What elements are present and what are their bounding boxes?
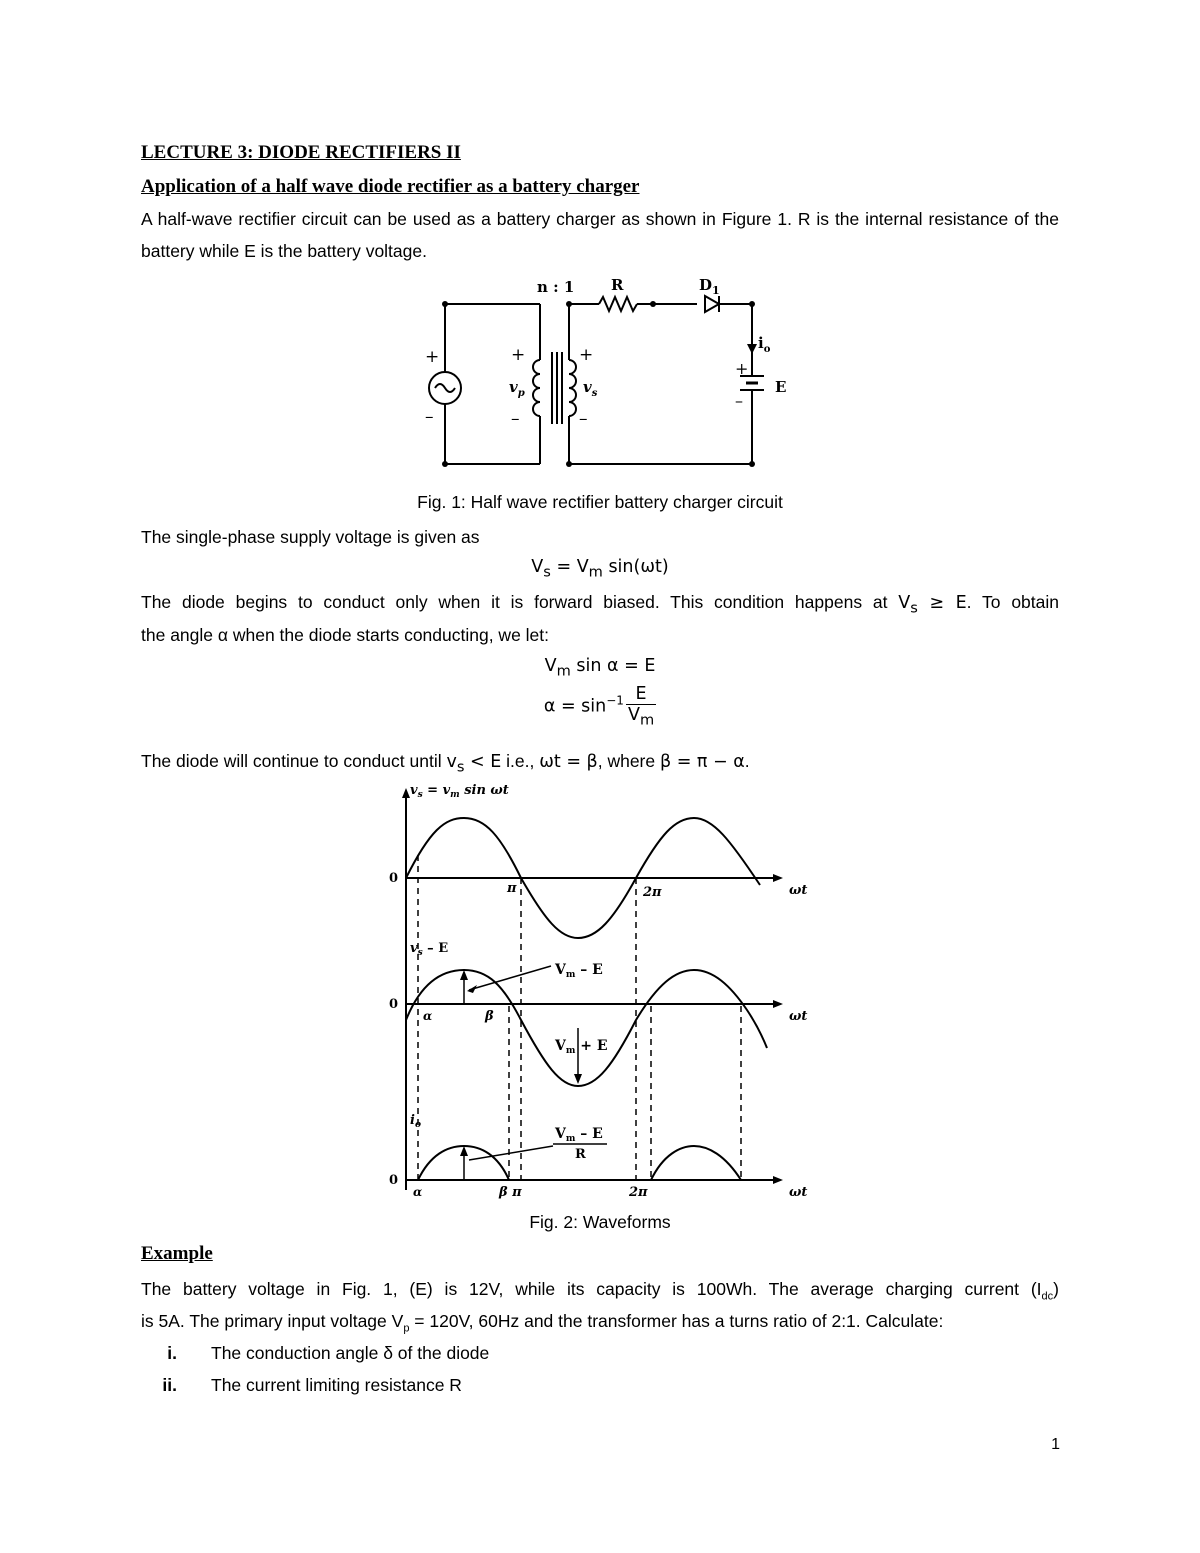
wt-label-bottom: ωt [789,1185,808,1200]
list-item: i. The conduction angle δ of the diode [167,1343,490,1363]
source-minus: – [425,407,434,427]
two-pi-label-top: 2π [643,885,662,900]
wt-label-mid: ωt [789,1009,808,1024]
vm-minus-e-label: $V_m$ – E [555,962,603,980]
conduct-paragraph-line1: The diode begins to conduct only when it is forward biased. This condition happens at $V_s \ge E$. To obtain [141,592,1059,617]
section-heading: Application of a half wave diode rectifier as a battery charger [141,176,640,197]
current-peak-numerator: $V_m$ – E [555,1126,603,1144]
top-axis-label: $v_s = v_m$ sin ωt [410,783,509,800]
supply-text: The single-phase supply voltage is given as [141,527,480,547]
primary-minus: – [511,409,520,429]
beta-label-mid: β [485,1009,494,1024]
circuit-diagram [415,272,795,472]
example-paragraph-line2: is 5A. The primary input voltage $V_p = 120V$, 60Hz and the transformer has a turns ratio of 2:1. Calculate: [141,1311,944,1335]
fig2-caption: Fig. 2: Waveforms [529,1212,671,1232]
diode-label: $D_1$ [699,276,720,297]
primary-plus: + [511,345,526,365]
wt-label-top: ωt [789,883,808,898]
zero-label-bottom: 0 [389,1173,399,1188]
page-title: LECTURE 3: DIODE RECTIFIERS II [141,142,461,163]
current-peak-denominator: R [575,1147,586,1162]
example-paragraph-line1: The battery voltage in Fig. 1, (E) is 12V, while its capacity is 100Wh. The average charging current $(I_{dc})$ [141,1279,1059,1303]
battery-plus: + [735,359,749,378]
secondary-minus: – [579,409,588,429]
battery-minus: – [735,391,743,410]
conduct-paragraph-line2: the angle α when the diode starts conducting, we let: [141,625,550,645]
current-waveform-hump-2 [651,1146,741,1180]
waveform-diagram [385,780,815,1205]
alpha-label-bottom: α [413,1185,423,1199]
example-heading: Example [141,1243,213,1264]
secondary-plus: + [579,345,594,365]
beta-pi-label-bottom: β π [499,1185,522,1200]
resistor-label: R [611,276,624,294]
vs-minus-e-waveform [406,970,767,1086]
two-pi-label-bottom: 2π [629,1185,648,1200]
equation-supply: $V_s = V_m$ sin(ωt) [531,557,669,581]
page-number: 1 [1051,1436,1060,1453]
equation-alpha-condition: $V_m$ sin α = E [544,656,656,680]
intro-paragraph: A half-wave rectifier circuit can be used as a battery charger as shown in Figure 1. R is the internal resistance of the battery while E is the battery voltage. [141,209,1059,261]
primary-voltage-label: $v_p$ [509,378,525,399]
mid-axis-label: $v_s$ – E [410,941,449,958]
battery-label: E [775,378,787,396]
secondary-voltage-label: $v_s$ [583,378,598,399]
bottom-axis-label: $i_o$ [410,1113,421,1130]
fig1-caption: Fig. 1: Half wave rectifier battery charger circuit [417,492,783,512]
vm-plus-e-label: $V_m + E$ [555,1038,608,1056]
zero-label-mid: 0 [389,997,399,1012]
alpha-label-mid: α [423,1009,433,1023]
current-label: $i_o$ [758,334,771,355]
continue-paragraph: The diode will continue to conduct until $v_s < E$ i.e., ωt = β, where β = π − α. [141,751,750,776]
equation-alpha: $\alpha = \sin^{-1}$ $\frac{E}{V_m}$ [543,684,655,729]
zero-label-top: 0 [389,871,399,886]
turns-label: n : 1 [537,278,575,296]
pi-label-top: π [507,881,517,896]
source-plus: + [425,347,440,367]
list-item: ii. The current limiting resistance R [162,1375,462,1395]
